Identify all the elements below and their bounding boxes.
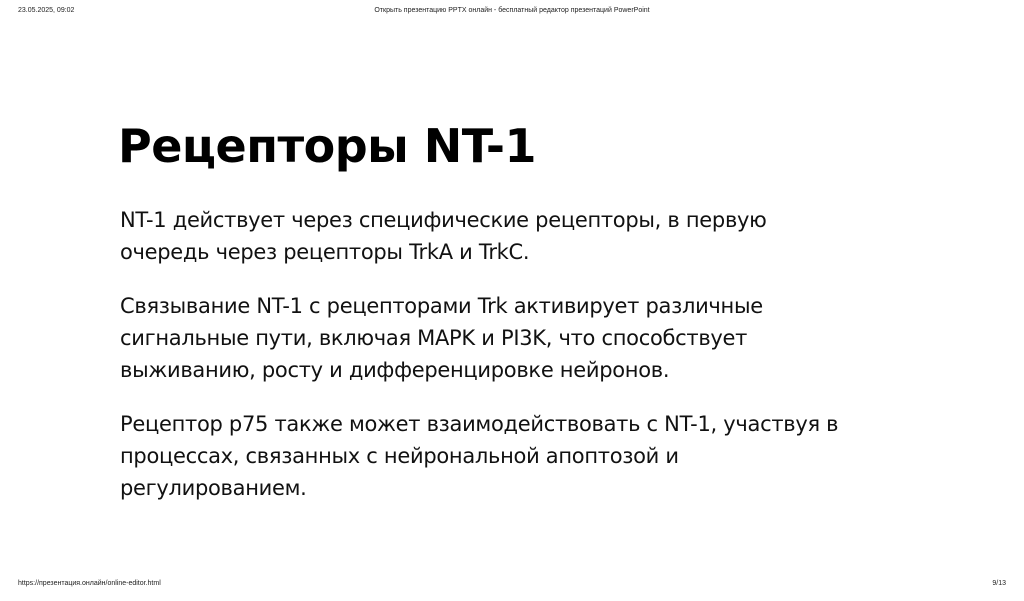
print-page-title: Открыть презентацию PPTX онлайн - бесплатный редактор презентаций PowerPoint (374, 7, 650, 14)
print-footer (0, 580, 1024, 594)
slide (0, 20, 1024, 575)
print-datetime: 23.05.2025, 09:02 (18, 7, 75, 14)
print-url: https://презентация.онлайн/online-editor.html (18, 580, 161, 587)
print-header (0, 7, 1024, 21)
slide-body (120, 204, 840, 526)
slide-paragraph: Рецептор p75 также может взаимодействовать с NT-1, участвуя в процессах, связанных с нейрональной апоптозой и регулированием. (120, 412, 839, 500)
slide-title: Рецепторы NT-1 (118, 119, 537, 173)
page-indicator: 9/13 (992, 580, 1006, 587)
slide-paragraph: NT-1 действует через специфические рецепторы, в первую очередь через рецепторы TrkA и TrkC. (120, 208, 767, 264)
slide-paragraph: Связывание NT-1 с рецепторами Trk активирует различные сигнальные пути, включая MAPK и PI3K, что способствует выживанию, росту и дифференцировке нейронов. (120, 294, 763, 382)
